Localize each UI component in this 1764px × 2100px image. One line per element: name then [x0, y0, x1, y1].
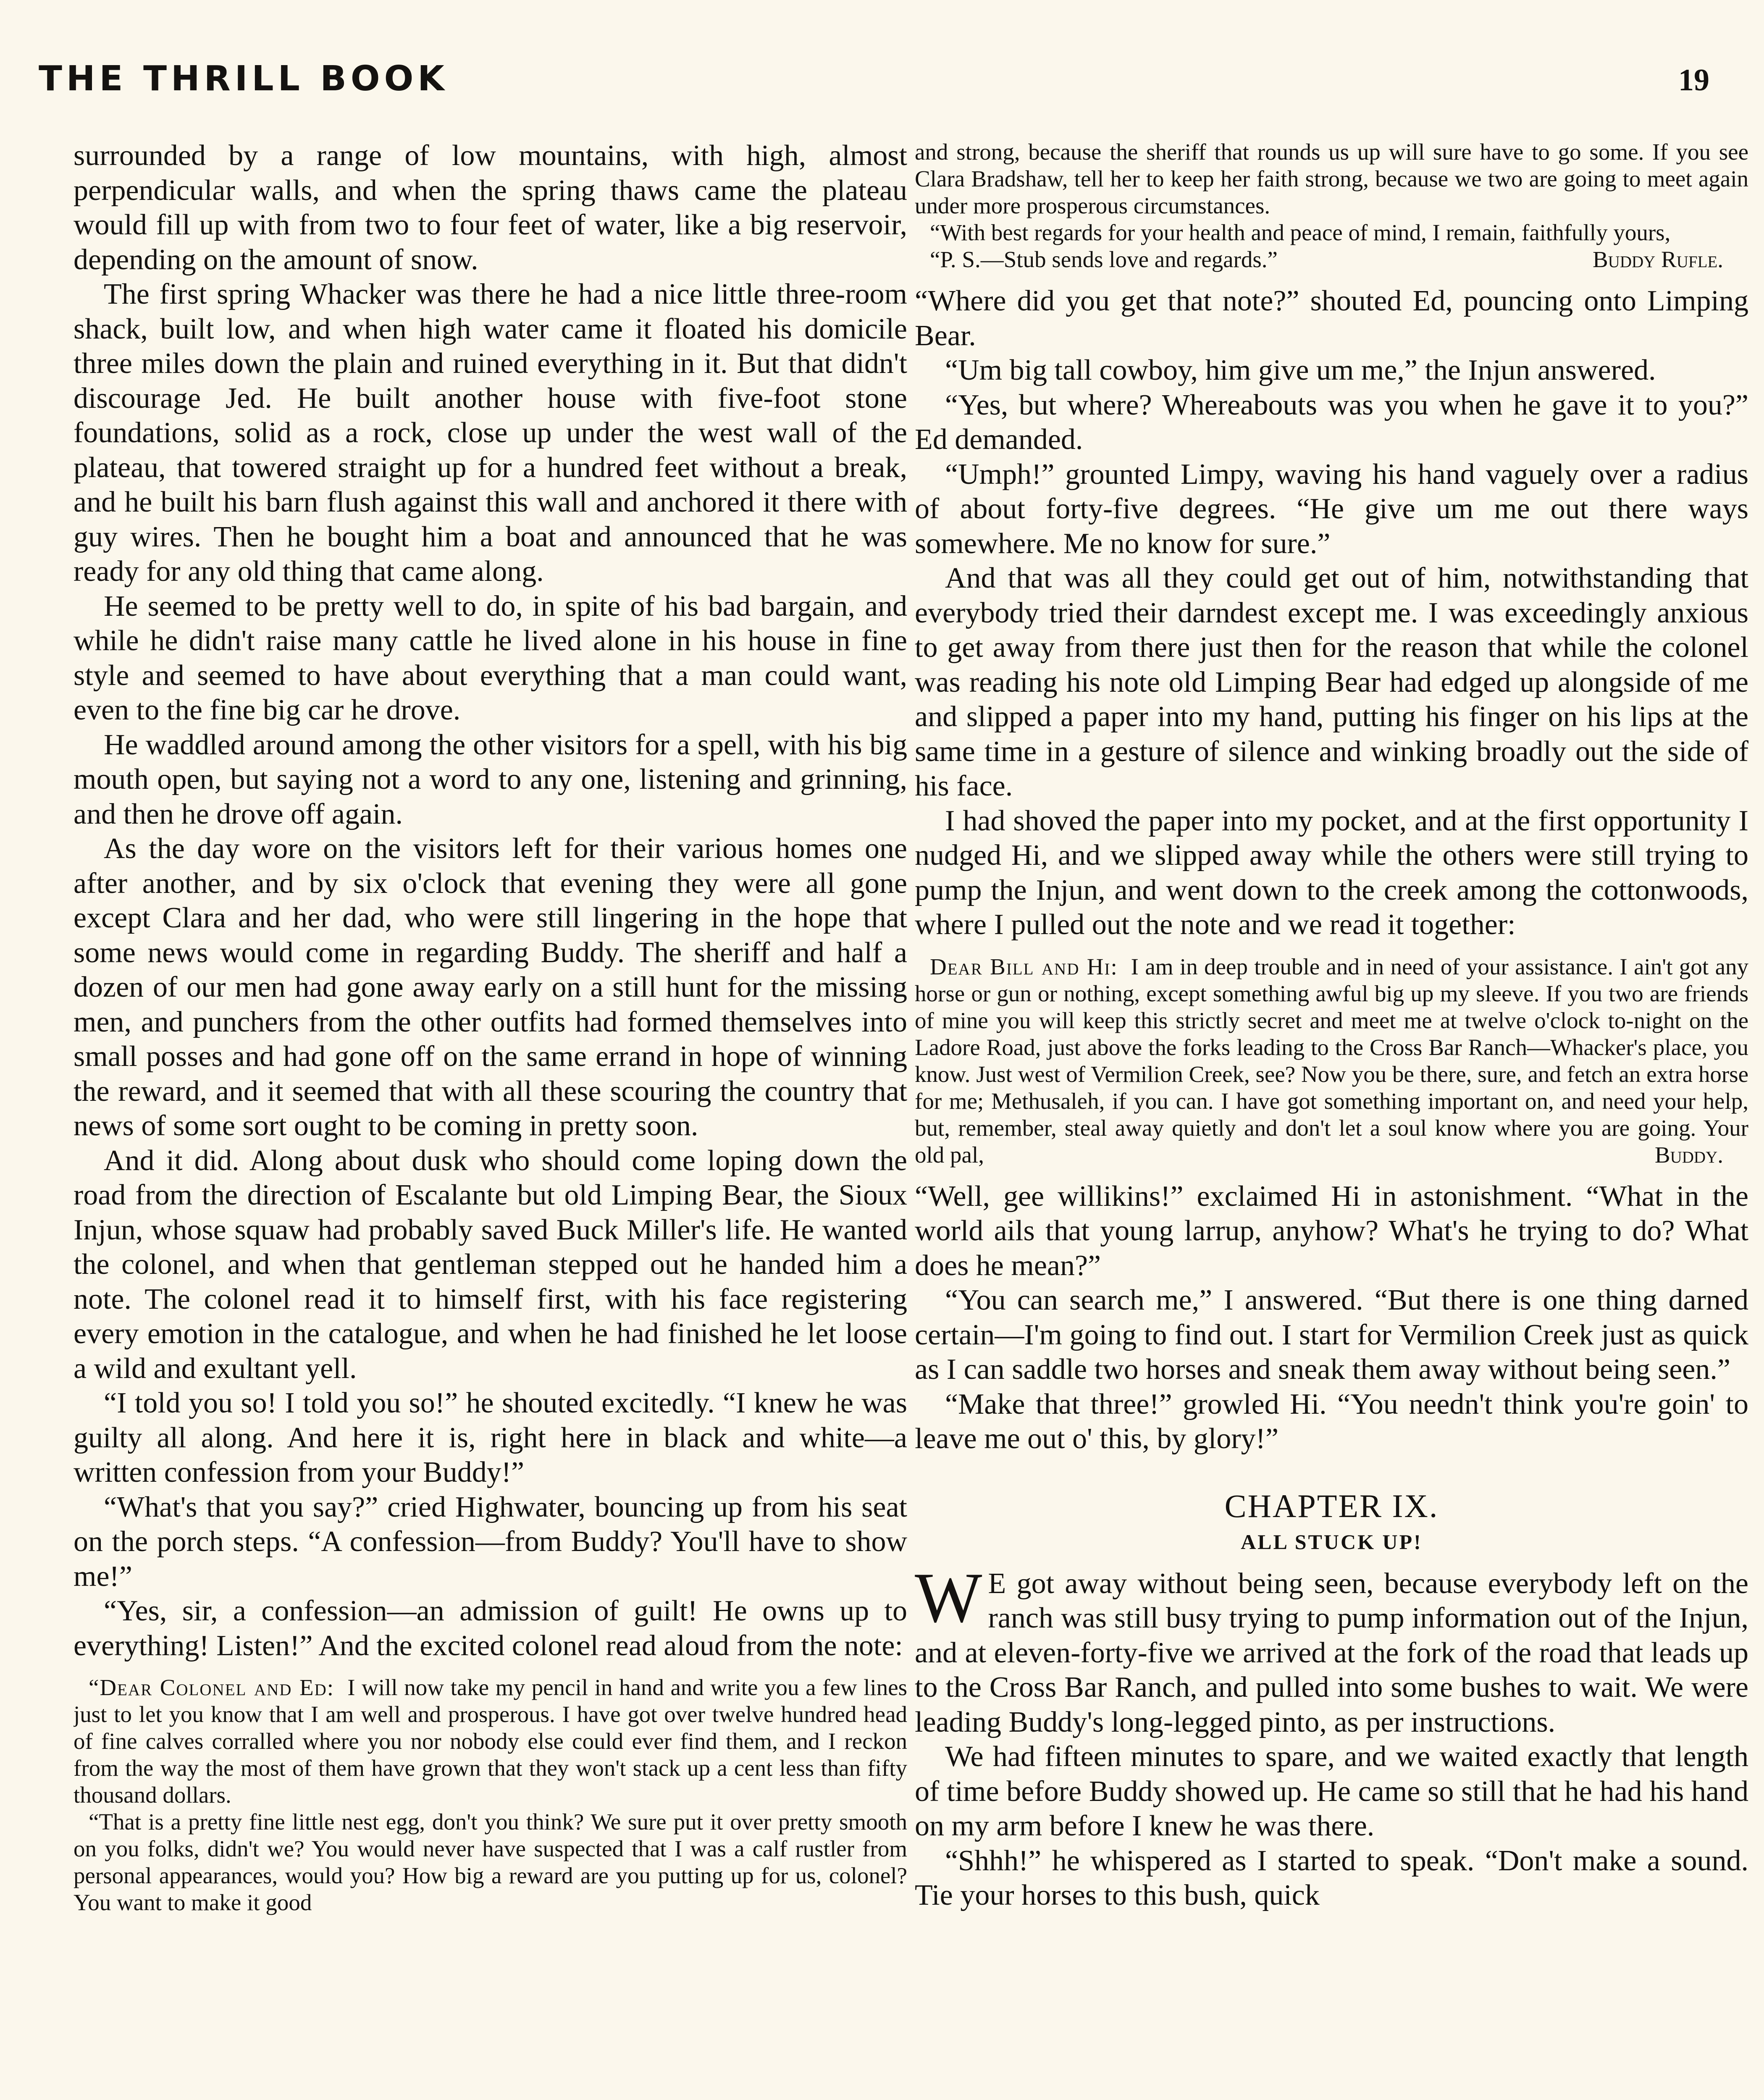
paragraph: We had fifteen minutes to spare, and we waited exactly that length of time before Buddy showed up. He came so still that he had his hand on my arm before I knew he was there. [915, 1740, 1748, 1842]
letter-text: I will now take my pencil in hand and write you a few lines just to let you know that I am well and prosperous. I have got over twelve hundred head of fine calves corralled where you nor nobody else could ever find them, and I reckon from the way the most of them have grown that they won't stack up a cent less than fifty thousand dollars. [74, 1675, 907, 1808]
running-header [39, 59, 1709, 105]
paragraph: “What's that you say?” cried Highwater, bouncing up from his seat on the porch steps. “A confession—from Buddy? You'll have to show me!” [74, 1491, 907, 1593]
page-number: 19 [1678, 63, 1709, 97]
letter-signature: Buddy Rufle. [1592, 247, 1723, 272]
paragraph: “Yes, sir, a confession—an admission of guilt! He owns up to everything! Listen!” And the excited colonel read aloud from the note: [74, 1595, 907, 1662]
paragraph: “You can search me,” I answered. “But there is one thing darned certain—I'm going to find out. I start for Vermilion Creek just as quick as I can saddle two horses and sneak them away without being seen.” [915, 1284, 1748, 1386]
chapter-opening-paragraph [915, 1558, 1748, 1740]
paragraph: As the day wore on the visitors left for their various homes one after another, and by six o'clock that evening they were all gone except Clara and her dad, who were still lingering in the hope that some news would come in regarding Buddy. The sheriff and half a dozen of our men had gone away early on a still hunt for the missing men, and punchers from the other outfits had formed themselves into small posses and had gone off on the same errand in hope of winning the reward, and it seemed that with all these scouring the country that news of some sort ought to be coming in pretty soon. [74, 832, 907, 1142]
paragraph: “I told you so! I told you so!” he shouted excitedly. “I knew he was guilty all along. And here it is, right here in black and white—a written confession from your Buddy!” [74, 1387, 907, 1488]
paragraph: “Make that three!” growled Hi. “You needn't think you're goin' to leave me out o' this, by glory!” [915, 1388, 1748, 1455]
chapter-heading [915, 1486, 1748, 1554]
paragraph: I had shoved the paper into my pocket, and at the first opportunity I nudged Hi, and we slipped away while the others were still trying to pump the Injun, and went down to the creek among the cottonwoods, where I pulled out the note and we read it together: [915, 804, 1748, 941]
letter-paragraph: “That is a pretty fine little nest egg, don't you think? We sure put it over pretty smooth on you folks, didn't we? You would never have suspected that I was a calf rustler from personal appearances, would you? How big a reward are you putting up for us, colonel? You want to make it good [74, 1809, 907, 1915]
letter-paragraph: and strong, because the sheriff that rounds us up will sure have to go some. If you see Clara Bradshaw, tell her to keep her faith strong, because we two are going to meet again under more prosperous circumstances. [915, 139, 1748, 218]
paragraph: He waddled around among the other visitors for a spell, with his big mouth open, but saying not a word to any one, listening and grinning, and then he drove off again. [74, 728, 907, 830]
letter-paragraph [915, 953, 1748, 1168]
letter-salutation: Dear Bill and Hi: [930, 953, 1118, 979]
letter-paragraph [74, 1674, 907, 1809]
paragraph: “Well, gee willikins!” exclaimed Hi in astonishment. “What in the world ails that young larrup, anyhow? What's he trying to do? What does he mean?” [915, 1180, 1748, 1282]
magazine-title: THE THRILL BOOK [39, 59, 449, 99]
letter-closing-text: “With best regards for your health and peace of mind, I remain, faithfully yours, [930, 220, 1671, 245]
paragraph-text: E got away without being seen, because everybody left on the ranch was still busy trying to pump information out of the Injun, and at eleven-forty-five we arrived at the fork of the road that leads up to the Cross Bar Ranch, and pulled into some bushes to wait. We were leading Buddy's long-legged pinto, as per instructions. [915, 1567, 1748, 1738]
left-column [74, 139, 907, 2100]
colonel-letter [74, 1674, 907, 1916]
paragraph: “Um big tall cowboy, him give um me,” the Injun answered. [945, 354, 1656, 386]
colonel-letter-continued [915, 139, 1748, 273]
paragraph: “Umph!” grounted Limpy, waving his hand vaguely over a radius of about forty-five degrees. “He give um me out there ways somewhere. Me no know for sure.” [915, 458, 1748, 560]
paragraph: “Yes, but where? Whereabouts was you when he gave it to you?” Ed demanded. [915, 388, 1748, 456]
paragraph: surrounded by a range of low mountains, with high, almost perpendicular walls, and when the spring thaws came the plateau would fill up with from two to four feet of water, like a big reservoir, depending on the amount of snow. [74, 139, 907, 276]
paragraph: He seemed to be pretty well to do, in spite of his bad bargain, and while he didn't raise many cattle he lived alone in his house in fine style and seemed to have about everything that a man could want, even to the fine big car he drove. [74, 590, 907, 726]
letter-postscript: “P. S.—Stub sends love and regards.” [930, 247, 1278, 272]
paragraph: And that was all they could get out of him, notwithstanding that everybody tried their darndest except me. I was exceedingly anxious to get away from there just then for the reason that while the colonel was reading his note old Limping Bear had edged up alongside of me and slipped a paper into my hand, putting his finger on his lips at the same time in a gesture of silence and winking broadly out the side of his face. [915, 562, 1748, 802]
letter-signature: Buddy. [1654, 1142, 1723, 1168]
paragraph: The first spring Whacker was there he had a nice little three-room shack, built low, and when high water came it floated his domicile three miles down the plain and ruined everything in it. But that didn't discourage Jed. He built another house with five-foot stone foundations, solid as a rock, close up under the west wall of the plateau, that towered straight up for a hundred feet without a break, and he built his barn flush against this wall and anchored it there with guy wires. Then he bought him a boat and announced that he was ready for any old thing that came along. [74, 278, 907, 588]
chapter-subtitle: ALL STUCK UP! [1241, 1530, 1423, 1554]
paragraph: And it did. Along about dusk who should come loping down the road from the direction of Escalante but old Limping Bear, the Sioux Injun, whose squaw had probably saved Buck Miller's life. He wanted the colonel, and when that gentleman stepped out he handed him a note. The colonel read it to himself first, with his face registering every emotion in the catalogue, and when he had finished he let loose a wild and exultant yell. [74, 1144, 907, 1385]
paragraph: “Where did you get that note?” shouted Ed, pouncing onto Limping Bear. [915, 285, 1748, 352]
drop-cap: W [915, 1558, 982, 1637]
paragraph: “Shhh!” he whispered as I started to speak. “Don't make a sound. Tie your horses to this bush, quick [915, 1844, 1748, 1911]
buddy-letter [915, 953, 1748, 1168]
letter-salutation: “Dear Colonel and Ed: [89, 1675, 335, 1700]
letter-text: I am in deep trouble and in need of your assistance. I ain't got any horse or gun or nothing, except something awful big up my sleeve. If you two are friends of mine you will keep this strictly secret and meet me at twelve o'clock to-night on the Ladore Road, just above the forks leading to the Cross Bar Ranch—Whacker's place, you know. Just west of Vermilion Creek, see? Now you be there, sure, and fetch an extra horse for me; Methusaleh, if you can. I have got something important on, and need your help, but, remember, steal away quietly and don't let a soul know where you are going. Your old pal, [915, 953, 1748, 1168]
right-column [915, 139, 1748, 2100]
chapter-title: CHAPTER IX. [1224, 1487, 1439, 1524]
